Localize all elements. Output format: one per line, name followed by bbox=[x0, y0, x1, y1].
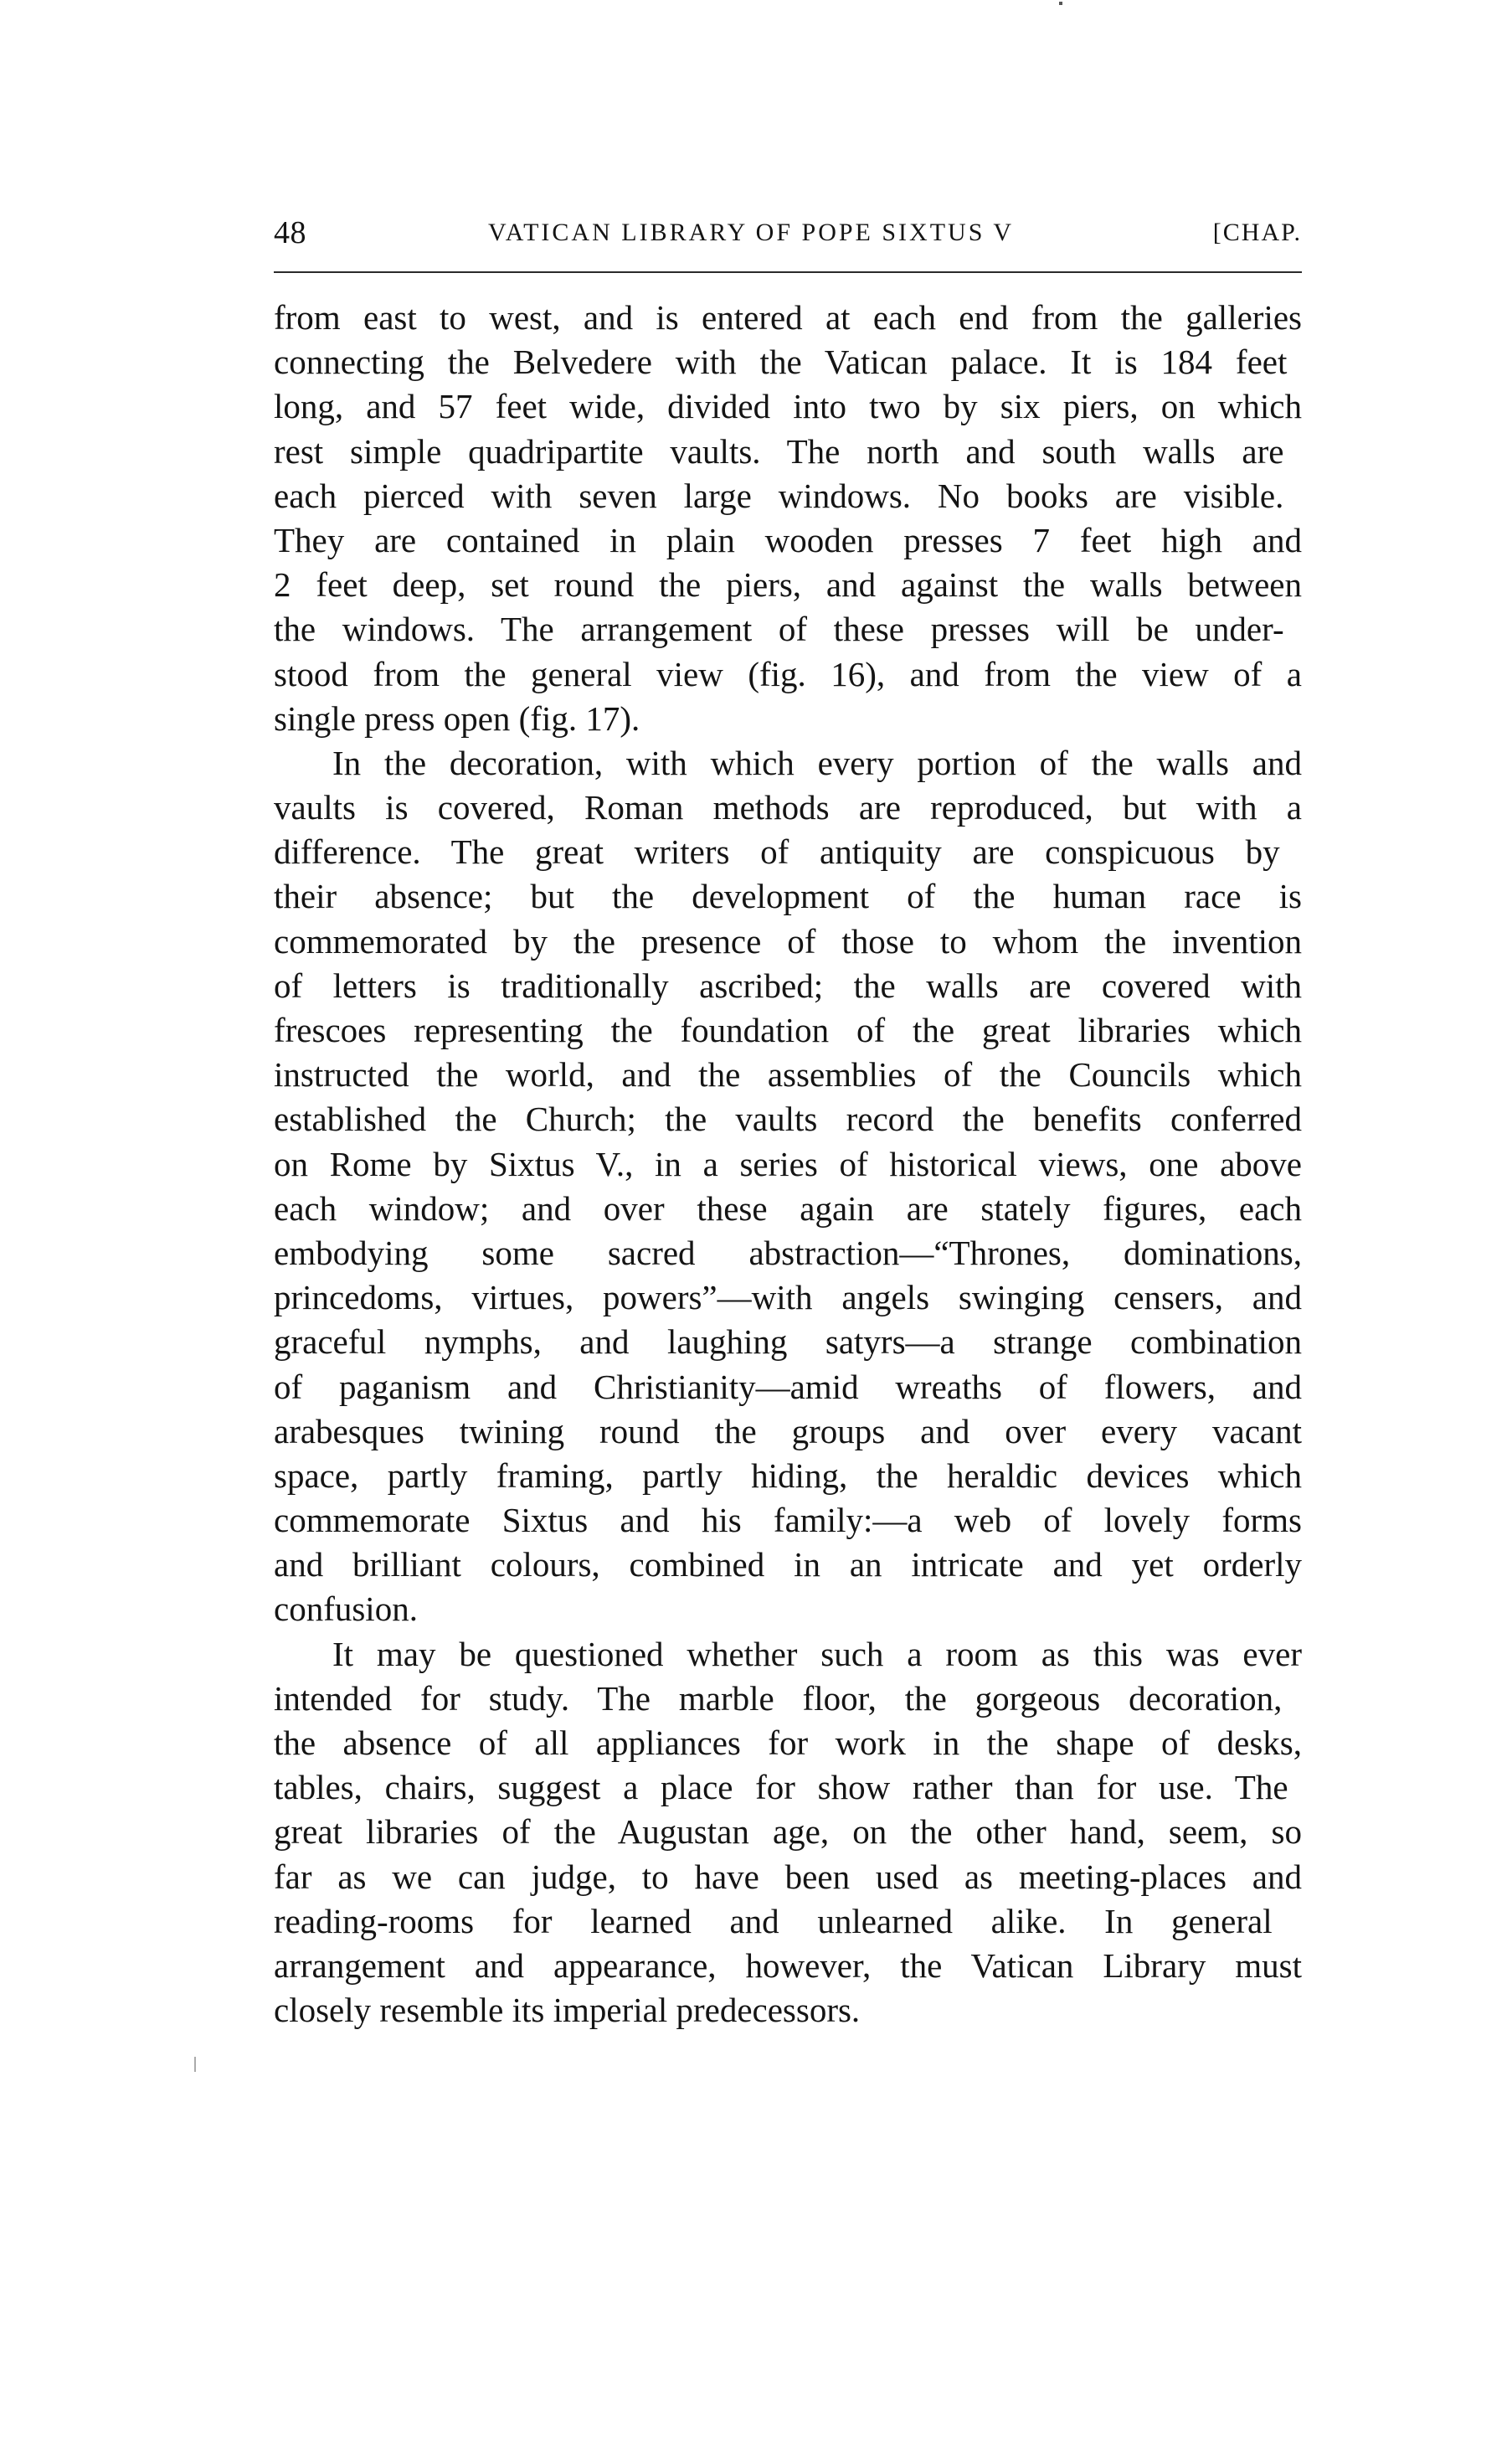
page-number: 48 bbox=[274, 215, 306, 250]
text-line: difference. The great writers of antiquity are conspicuous by bbox=[274, 832, 1280, 872]
header-rule bbox=[274, 271, 1302, 273]
text-line: established the Church; the vaults record the benefits conferred bbox=[274, 1100, 1302, 1139]
text-line: on Rome by Sixtus V., in a series of historical views, one above bbox=[274, 1144, 1302, 1183]
paragraph-1 bbox=[274, 296, 1302, 741]
text-line: 2 feet deep, set round the piers, and against the walls between bbox=[274, 565, 1302, 605]
text-line: confusion. bbox=[274, 1589, 418, 1629]
text-line: tables, chairs, suggest a place for show rather than for use. The bbox=[274, 1768, 1288, 1807]
running-title: VATICAN LIBRARY OF POPE SIXTUS V bbox=[487, 219, 1015, 246]
text-line: of letters is traditionally ascribed; the walls are covered with bbox=[274, 966, 1302, 1005]
text-line: each window; and over these again are stately figures, each bbox=[274, 1188, 1302, 1228]
text-line: vaults is covered, Roman methods are reproduced, but with a bbox=[274, 788, 1302, 827]
text-line: frescoes representing the foundation of the great libraries which bbox=[274, 1011, 1302, 1049]
text-line: and brilliant colours, combined in an intricate and yet orderly bbox=[274, 1545, 1302, 1584]
text-line: commemorated by the presence of those to whom the invention bbox=[274, 921, 1302, 961]
text-line: embodying some sacred abstraction—“Thrones, dominations, bbox=[274, 1233, 1302, 1272]
paragraph-2 bbox=[274, 741, 1302, 1632]
text-line: space, partly framing, partly hiding, the heraldic devices which bbox=[274, 1455, 1302, 1495]
text-line: princedoms, virtues, powers”—with angels swinging censers, and bbox=[274, 1278, 1302, 1317]
book-page bbox=[274, 0, 1302, 2442]
text-line: far as we can judge, to have been used as meeting-places and bbox=[274, 1857, 1302, 1896]
text-line: In the decoration, with which every portion of the walls and bbox=[332, 743, 1302, 782]
text-line: their absence; but the development of the human race is bbox=[274, 877, 1302, 916]
text-line: reading-rooms for learned and unlearned alike. In general bbox=[274, 1901, 1273, 1940]
text-line: the windows. The arrangement of these presses will be under- bbox=[274, 610, 1284, 649]
text-line: arrangement and appearance, however, the Vatican Library must bbox=[274, 1945, 1302, 1985]
text-line: great libraries of the Augustan age, on the other hand, seem, so bbox=[274, 1812, 1302, 1852]
text-line: single press open (fig. 17). bbox=[274, 698, 640, 738]
text-line: intended for study. The marble floor, the gorgeous decoration, bbox=[274, 1678, 1283, 1718]
text-line: from east to west, and is entered at each end from the galleries bbox=[274, 298, 1302, 337]
chapter-mark: [CHAP. bbox=[1212, 219, 1302, 246]
text-line: instructed the world, and the assemblies of the Councils which bbox=[274, 1055, 1302, 1095]
text-line: closely resemble its imperial predecessors. bbox=[274, 1991, 861, 2030]
text-line: commemorate Sixtus and his family:—a web of lovely forms bbox=[274, 1501, 1302, 1540]
text-line: They are contained in plain wooden presses 7 feet high and bbox=[274, 520, 1302, 559]
text-line: arabesques twining round the groups and over every vacant bbox=[274, 1411, 1302, 1450]
body-text bbox=[274, 296, 1302, 2032]
text-line: of paganism and Christianity—amid wreaths of flowers, and bbox=[274, 1367, 1302, 1406]
text-line: the absence of all appliances for work in the shape of desks, bbox=[274, 1723, 1302, 1762]
text-line: long, and 57 feet wide, divided into two by six piers, on which bbox=[274, 387, 1302, 426]
text-line: graceful nymphs, and laughing satyrs—a strange combination bbox=[274, 1322, 1302, 1362]
text-line: connecting the Belvedere with the Vatican palace. It is 184 feet bbox=[274, 343, 1288, 382]
scan-speck bbox=[1059, 2, 1062, 5]
running-head bbox=[274, 216, 1302, 250]
text-line: It may be questioned whether such a room as this was ever bbox=[332, 1634, 1302, 1673]
scan-speck bbox=[194, 2057, 196, 2072]
text-line: each pierced with seven large windows. No books are visible. bbox=[274, 476, 1284, 515]
paragraph-3 bbox=[274, 1632, 1302, 2033]
text-line: rest simple quadripartite vaults. The north and south walls are bbox=[274, 431, 1284, 471]
text-line: stood from the general view (fig. 16), and from the view of a bbox=[274, 654, 1302, 693]
